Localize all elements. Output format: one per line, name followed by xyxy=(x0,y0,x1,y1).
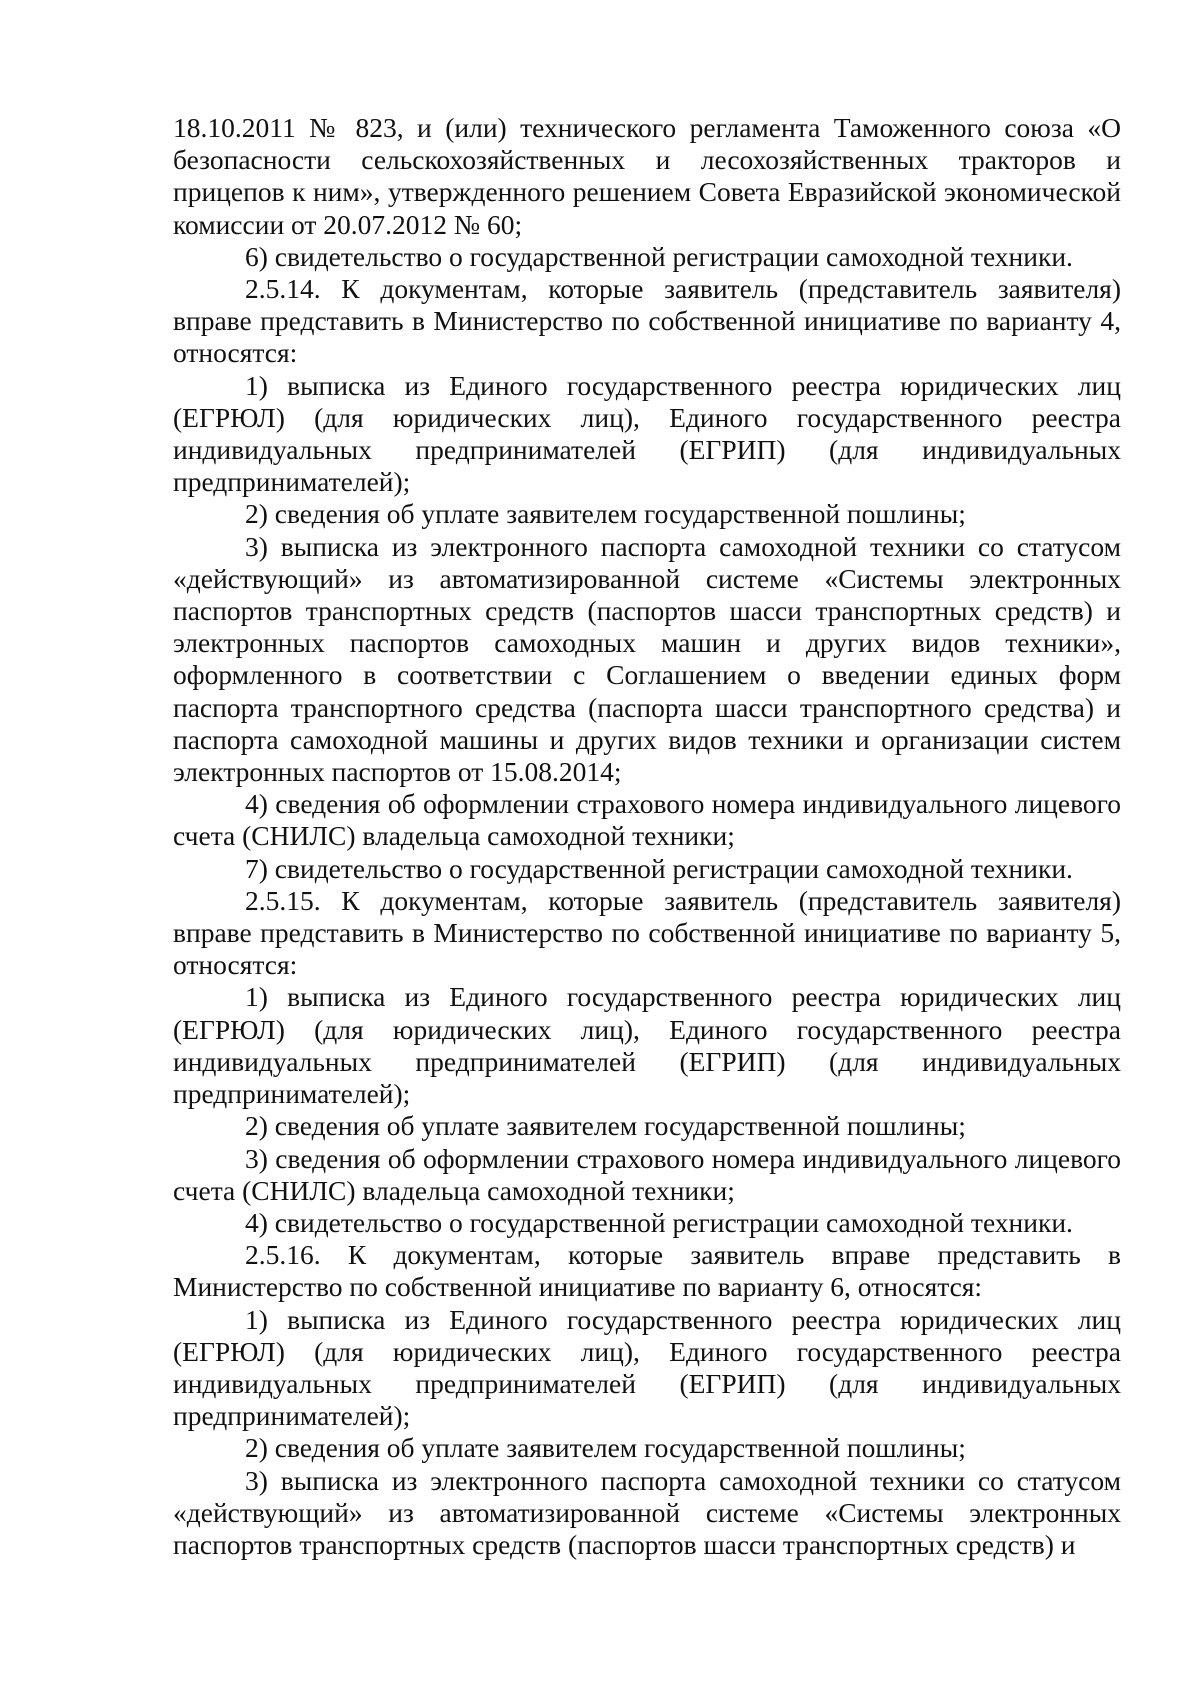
paragraph-section-2-5-15: 2.5.15. К документам, которые заявитель (представитель заявителя) вправе представить в Министерство по собственной инициативе по варианту 5, относятся: xyxy=(173,884,1121,981)
paragraph-list-item: 6) свидетельство о государственной регистрации самоходной техники. xyxy=(245,240,1073,272)
paragraph-continuation: 18.10.2011 № 823, и (или) технического регламента Таможенного союза «О безопасности сельскохозяйственных и лесохозяйственных тракторов и прицепов к ним», утвержденного решением Совета Евразийской экономической комиссии от 20.07.2012 № 60; xyxy=(173,112,1121,240)
paragraph-list-item: 2) сведения об уплате заявителем государственной пошлины; xyxy=(245,498,966,530)
paragraph-list-item: 1) выписка из Единого государственного реестра юридических лиц (ЕГРЮЛ) (для юридических лиц), Единого государственного реестра индивидуальных предпринимателей (ЕГРИП) (для индивидуальных предпринимателей); xyxy=(173,981,1121,1110)
paragraph-list-item: 2) сведения об уплате заявителем государственной пошлины; xyxy=(245,1110,966,1142)
paragraph-list-item: 3) выписка из электронного паспорта самоходной техники со статусом «действующий» из автоматизированной системе «Системы электронных паспортов транспортных средств (паспортов шасси транспортных средств) и электронных паспортов самоходных машин и других видов техники», оформленного в соответствии с Соглашением о введении единых форм паспорта транспортного средства (паспорта шасси транспортного средства) и паспорта самоходной машины и других видов техники и организации систем электронных паспортов от 15.08.2014; xyxy=(173,530,1121,788)
paragraph-list-item: 1) выписка из Единого государственного реестра юридических лиц (ЕГРЮЛ) (для юридических лиц), Единого государственного реестра индивидуальных предпринимателей (ЕГРИП) (для индивидуальных предпринимателей); xyxy=(173,1303,1121,1432)
paragraph-list-item: 3) сведения об оформлении страхового номера индивидуального лицевого счета (СНИЛС) владельца самоходной техники; xyxy=(173,1142,1121,1206)
paragraph-section-2-5-14: 2.5.14. К документам, которые заявитель (представитель заявителя) вправе представить в Министерство по собственной инициативе по варианту 4, относятся: xyxy=(173,273,1121,369)
document-page xyxy=(173,112,1121,1561)
paragraph-list-item: 3) выписка из электронного паспорта самоходной техники со статусом «действующий» из автоматизированной системе «Системы электронных паспортов транспортных средств (паспортов шасси транспортных средств) и xyxy=(173,1464,1121,1560)
paragraph-list-item: 7) свидетельство о государственной регистрации самоходной техники. xyxy=(245,852,1073,884)
paragraph-list-item: 4) сведения об оформлении страхового номера индивидуального лицевого счета (СНИЛС) владельца самоходной техники; xyxy=(173,788,1121,852)
paragraph-list-item: 2) сведения об уплате заявителем государственной пошлины; xyxy=(245,1432,966,1464)
paragraph-list-item: 4) свидетельство о государственной регистрации самоходной техники. xyxy=(245,1206,1073,1238)
paragraph-section-2-5-16: 2.5.16. К документам, которые заявитель вправе представить в Министерство по собственной инициативе по варианту 6, относятся: xyxy=(173,1239,1121,1303)
paragraph-list-item: 1) выписка из Единого государственного реестра юридических лиц (ЕГРЮЛ) (для юридических лиц), Единого государственного реестра индивидуальных предпринимателей (ЕГРИП) (для индивидуальных предпринимателей); xyxy=(173,369,1121,498)
